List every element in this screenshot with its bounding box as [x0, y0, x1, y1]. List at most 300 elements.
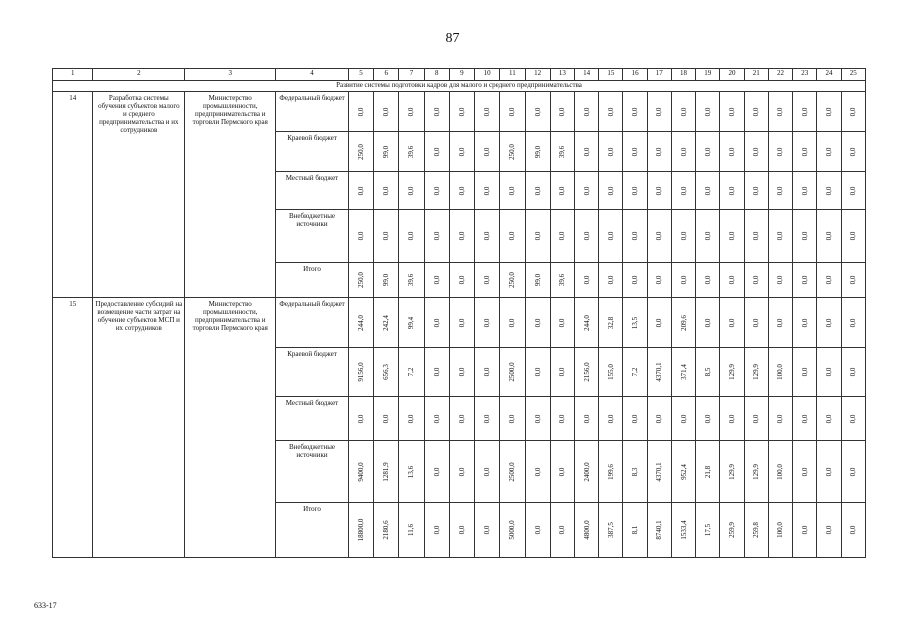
value-text: 250,0 — [356, 272, 365, 288]
value-text: 17,5 — [703, 523, 712, 537]
value-cell — [744, 172, 768, 210]
value-cell — [399, 263, 424, 298]
value-cell — [500, 397, 525, 441]
value-text: 0,0 — [558, 107, 567, 116]
value-text: 0,0 — [558, 414, 567, 423]
value-text: 0,0 — [800, 275, 809, 285]
value-text: 0,0 — [752, 414, 761, 423]
column-number: 24 — [817, 69, 841, 81]
value-text: 0,0 — [432, 525, 441, 535]
value-text: 5000,0 — [508, 520, 517, 540]
value-cell — [768, 441, 792, 503]
value-text: 0,0 — [606, 147, 615, 156]
value-text: 0,0 — [606, 414, 615, 423]
column-number: 12 — [525, 69, 550, 81]
value-text: 0,0 — [824, 318, 833, 327]
value-cell — [399, 503, 424, 558]
value-cell — [500, 503, 525, 558]
value-cell — [599, 210, 623, 263]
column-number: 22 — [768, 69, 792, 81]
document-code: 633-17 — [34, 601, 57, 610]
value-text: 0,0 — [407, 231, 416, 241]
value-cell — [817, 263, 841, 298]
value-cell — [475, 298, 500, 348]
value-cell — [744, 348, 768, 397]
value-cell — [768, 210, 792, 263]
value-text: 250,0 — [508, 143, 517, 160]
value-text: 8,5 — [703, 367, 712, 377]
value-cell — [348, 397, 373, 441]
value-text: 0,0 — [457, 231, 466, 241]
value-cell — [348, 348, 373, 397]
column-number: 3 — [185, 69, 276, 81]
value-text: 0,0 — [483, 525, 492, 535]
value-cell — [574, 263, 598, 298]
value-text: 0,0 — [483, 414, 492, 423]
row-number: 15 — [53, 298, 93, 558]
value-cell — [500, 210, 525, 263]
column-number: 14 — [574, 69, 598, 81]
value-text: 129,9 — [752, 364, 761, 380]
value-text: 0,0 — [849, 107, 858, 116]
value-text: 0,0 — [606, 275, 615, 285]
value-cell — [647, 263, 671, 298]
value-cell — [550, 92, 574, 132]
value-text: 0,0 — [432, 186, 441, 195]
value-cell — [720, 441, 744, 503]
value-cell — [348, 441, 373, 503]
value-text: 0,0 — [483, 231, 492, 241]
value-cell — [841, 172, 865, 210]
funding-source: Краевой бюджет — [276, 132, 349, 172]
value-text: 0,0 — [457, 318, 466, 327]
value-text: 0,0 — [800, 367, 809, 377]
value-cell — [374, 397, 399, 441]
value-cell — [599, 348, 623, 397]
value-cell — [599, 397, 623, 441]
value-text: 0,0 — [728, 414, 736, 423]
value-text: 0,0 — [824, 467, 833, 476]
value-text: 0,0 — [849, 318, 858, 327]
value-text: 0,0 — [606, 107, 615, 116]
value-cell — [525, 92, 550, 132]
value-cell — [525, 348, 550, 397]
value-text: 250,0 — [508, 272, 517, 288]
value-cell — [500, 441, 525, 503]
value-cell — [574, 172, 598, 210]
value-text: 0,0 — [432, 367, 441, 377]
value-cell — [647, 503, 671, 558]
value-cell — [424, 210, 449, 263]
column-number: 21 — [744, 69, 768, 81]
value-cell — [793, 397, 817, 441]
value-cell — [841, 263, 865, 298]
value-cell — [817, 210, 841, 263]
value-cell — [424, 348, 449, 397]
value-text: 9400,0 — [356, 461, 365, 482]
column-number: 18 — [671, 69, 695, 81]
value-text: 0,0 — [679, 275, 688, 285]
value-cell — [449, 298, 474, 348]
value-text: 0,0 — [679, 186, 688, 195]
value-text: 0,0 — [457, 275, 466, 285]
value-text: 0,0 — [483, 147, 492, 156]
value-cell — [449, 397, 474, 441]
value-cell — [500, 172, 525, 210]
budget-table — [52, 68, 866, 558]
value-cell — [374, 92, 399, 132]
value-text: 0,0 — [382, 414, 391, 423]
value-text: 244,0 — [582, 314, 591, 331]
value-text: 100,0 — [776, 364, 785, 380]
value-cell — [399, 397, 424, 441]
value-text: 952,4 — [679, 463, 688, 480]
value-cell — [599, 298, 623, 348]
value-cell — [449, 441, 474, 503]
value-cell — [374, 210, 399, 263]
value-cell — [744, 503, 768, 558]
value-cell — [696, 441, 720, 503]
activity-name: Разработка системы обучения субъектов малого и среднего предпринимательства и их сотрудников — [93, 92, 185, 298]
value-cell — [817, 441, 841, 503]
column-number: 5 — [348, 69, 373, 81]
value-text: 0,0 — [457, 367, 466, 377]
value-cell — [647, 441, 671, 503]
value-text: 387,5 — [606, 522, 615, 538]
value-cell — [671, 172, 695, 210]
column-number: 1 — [53, 69, 93, 81]
value-cell — [525, 210, 550, 263]
value-cell — [647, 92, 671, 132]
value-text: 209,6 — [679, 314, 688, 331]
value-text: 100,0 — [776, 463, 785, 480]
value-text: 0,0 — [655, 147, 664, 156]
value-cell — [817, 503, 841, 558]
value-cell — [550, 298, 574, 348]
value-cell — [424, 132, 449, 172]
value-cell — [720, 397, 744, 441]
value-cell — [475, 132, 500, 172]
value-text: 2400,0 — [582, 461, 591, 482]
value-text: 9156,0 — [356, 362, 365, 382]
value-cell — [647, 210, 671, 263]
value-cell — [574, 348, 598, 397]
value-cell — [550, 132, 574, 172]
value-text: 2500,0 — [508, 362, 517, 382]
value-text: 2156,0 — [582, 362, 591, 382]
value-text: 99,0 — [533, 145, 542, 158]
value-text: 0,0 — [533, 186, 542, 195]
value-cell — [623, 92, 647, 132]
value-cell — [623, 397, 647, 441]
value-cell — [720, 503, 744, 558]
value-cell — [500, 298, 525, 348]
value-cell — [399, 348, 424, 397]
value-cell — [574, 298, 598, 348]
value-cell — [744, 441, 768, 503]
value-text: 0,0 — [679, 147, 688, 156]
funding-source: Краевой бюджет — [276, 348, 349, 397]
value-cell — [574, 210, 598, 263]
value-cell — [671, 263, 695, 298]
value-cell — [671, 298, 695, 348]
value-text: 0,0 — [631, 275, 640, 285]
value-cell — [525, 172, 550, 210]
value-text: 0,0 — [558, 525, 567, 535]
value-text: 11,6 — [407, 524, 416, 536]
value-cell — [599, 172, 623, 210]
value-cell — [424, 298, 449, 348]
value-cell — [841, 348, 865, 397]
value-text: 155,0 — [606, 364, 615, 380]
value-cell — [599, 132, 623, 172]
value-text: 4370,1 — [655, 362, 664, 382]
value-text: 129,9 — [728, 364, 736, 380]
value-text: 0,0 — [776, 186, 785, 195]
value-cell — [817, 298, 841, 348]
value-text: 0,0 — [849, 275, 858, 285]
value-text: 0,0 — [752, 275, 761, 285]
section-title: Развитие системы подготовки кадров для малого и среднего предпринимательства — [53, 81, 866, 92]
value-text: 0,0 — [679, 231, 688, 241]
value-text: 0,0 — [728, 107, 736, 116]
value-text: 0,0 — [728, 147, 736, 156]
value-text: 0,0 — [703, 147, 712, 156]
value-cell — [841, 503, 865, 558]
value-text: 0,0 — [776, 231, 785, 241]
column-number: 6 — [374, 69, 399, 81]
value-cell — [817, 172, 841, 210]
value-text: 0,0 — [800, 147, 809, 156]
value-text: 0,0 — [533, 107, 542, 116]
column-number: 9 — [449, 69, 474, 81]
value-cell — [348, 503, 373, 558]
value-text: 0,0 — [800, 107, 809, 116]
value-text: 0,0 — [703, 231, 712, 241]
value-cell — [424, 397, 449, 441]
column-number: 13 — [550, 69, 574, 81]
value-cell — [793, 132, 817, 172]
value-text: 244,0 — [356, 314, 365, 331]
value-cell — [374, 172, 399, 210]
value-cell — [399, 172, 424, 210]
value-text: 199,6 — [606, 463, 615, 480]
value-cell — [623, 503, 647, 558]
value-cell — [500, 263, 525, 298]
value-text: 0,0 — [703, 318, 712, 327]
value-text: 0,0 — [432, 147, 441, 156]
value-text: 0,0 — [356, 231, 365, 241]
page-number: 87 — [445, 31, 460, 46]
value-cell — [696, 348, 720, 397]
value-text: 0,0 — [483, 186, 492, 195]
value-cell — [374, 441, 399, 503]
value-text: 1533,4 — [679, 520, 688, 540]
value-cell — [696, 263, 720, 298]
value-cell — [550, 210, 574, 263]
value-cell — [841, 397, 865, 441]
funding-source: Итого — [276, 503, 349, 558]
value-cell — [793, 441, 817, 503]
value-text: 99,0 — [382, 273, 391, 287]
value-cell — [623, 172, 647, 210]
value-cell — [841, 441, 865, 503]
value-text: 0,0 — [508, 318, 517, 327]
value-cell — [793, 503, 817, 558]
value-text: 0,0 — [558, 186, 567, 195]
value-text: 259,8 — [752, 522, 761, 538]
value-text: 0,0 — [407, 186, 416, 195]
value-text: 7,2 — [631, 367, 640, 377]
value-text: 371,4 — [679, 364, 688, 380]
value-cell — [599, 503, 623, 558]
value-text: 0,0 — [752, 147, 761, 156]
value-cell — [671, 348, 695, 397]
value-text: 8,1 — [631, 525, 640, 535]
value-text: 0,0 — [800, 231, 809, 241]
value-cell — [793, 172, 817, 210]
value-cell — [817, 348, 841, 397]
value-text: 0,0 — [728, 231, 736, 241]
value-cell — [399, 210, 424, 263]
value-cell — [744, 210, 768, 263]
value-text: 0,0 — [679, 107, 688, 116]
value-cell — [841, 298, 865, 348]
value-cell — [744, 397, 768, 441]
value-cell — [475, 210, 500, 263]
value-text: 0,0 — [483, 318, 492, 327]
column-number: 7 — [399, 69, 424, 81]
value-cell — [475, 92, 500, 132]
value-text: 0,0 — [558, 467, 567, 476]
value-text: 99,0 — [382, 145, 391, 158]
value-cell — [449, 92, 474, 132]
value-text: 0,0 — [728, 275, 736, 285]
column-number: 19 — [696, 69, 720, 81]
value-cell — [399, 132, 424, 172]
value-text: 13,6 — [407, 465, 416, 478]
value-cell — [449, 503, 474, 558]
value-cell — [768, 263, 792, 298]
value-cell — [671, 132, 695, 172]
value-text: 0,0 — [752, 318, 761, 327]
funding-source: Внебюджетные источники — [276, 210, 349, 263]
value-cell — [768, 348, 792, 397]
value-text: 0,0 — [382, 107, 391, 116]
column-number: 2 — [93, 69, 185, 81]
value-text: 0,0 — [606, 186, 615, 195]
value-text: 0,0 — [655, 186, 664, 195]
value-text: 0,0 — [533, 467, 542, 476]
value-cell — [449, 210, 474, 263]
value-text: 0,0 — [849, 525, 858, 535]
funding-source: Федеральный бюджет — [276, 298, 349, 348]
value-cell — [475, 397, 500, 441]
value-cell — [647, 298, 671, 348]
value-cell — [500, 132, 525, 172]
value-cell — [525, 132, 550, 172]
value-text: 0,0 — [582, 231, 591, 241]
value-cell — [817, 397, 841, 441]
value-text: 0,0 — [703, 186, 712, 195]
value-cell — [424, 92, 449, 132]
value-text: 0,0 — [432, 318, 441, 327]
value-cell — [696, 132, 720, 172]
value-text: 0,0 — [483, 467, 492, 476]
value-text: 0,0 — [655, 318, 664, 327]
column-number: 11 — [500, 69, 525, 81]
value-text: 0,0 — [631, 414, 640, 423]
value-text: 0,0 — [728, 186, 736, 195]
value-cell — [647, 397, 671, 441]
value-text: 0,0 — [407, 414, 416, 423]
executor-name: Министерство промышленности, предпринимательства и торговли Пермского края — [185, 92, 276, 298]
value-text: 0,0 — [776, 107, 785, 116]
value-cell — [793, 92, 817, 132]
funding-source: Внебюджетные источники — [276, 441, 349, 503]
value-text: 0,0 — [800, 414, 809, 423]
value-cell — [647, 348, 671, 397]
value-cell — [793, 298, 817, 348]
value-cell — [744, 132, 768, 172]
column-number: 4 — [276, 69, 349, 81]
value-text: 0,0 — [824, 414, 833, 423]
funding-source: Итого — [276, 263, 349, 298]
value-cell — [647, 172, 671, 210]
value-text: 0,0 — [824, 525, 833, 535]
value-cell — [720, 263, 744, 298]
value-text: 99,0 — [533, 273, 542, 287]
funding-source: Местный бюджет — [276, 172, 349, 210]
value-text: 0,0 — [849, 231, 858, 241]
value-cell — [671, 503, 695, 558]
value-cell — [671, 441, 695, 503]
value-cell — [574, 132, 598, 172]
funding-source: Местный бюджет — [276, 397, 349, 441]
value-text: 0,0 — [849, 186, 858, 195]
value-cell — [424, 263, 449, 298]
value-text: 0,0 — [824, 186, 833, 195]
column-number: 15 — [599, 69, 623, 81]
value-text: 2180,6 — [382, 520, 391, 540]
value-cell — [475, 503, 500, 558]
funding-source: Федеральный бюджет — [276, 92, 349, 132]
value-text: 0,0 — [800, 186, 809, 195]
value-text: 0,0 — [752, 107, 761, 116]
column-number: 17 — [647, 69, 671, 81]
value-text: 0,0 — [800, 318, 809, 327]
value-text: 39,6 — [407, 273, 416, 287]
value-text: 0,0 — [824, 231, 833, 241]
value-text: 0,0 — [703, 107, 712, 116]
value-cell — [720, 348, 744, 397]
value-cell — [348, 298, 373, 348]
value-cell — [525, 298, 550, 348]
value-cell — [449, 132, 474, 172]
budget-row — [53, 92, 866, 132]
value-cell — [817, 92, 841, 132]
value-text: 0,0 — [582, 414, 591, 423]
column-number: 23 — [793, 69, 817, 81]
value-text: 0,0 — [631, 231, 640, 241]
value-text: 0,0 — [824, 367, 833, 377]
value-text: 1281,9 — [382, 461, 391, 482]
value-cell — [696, 172, 720, 210]
value-text: 100,0 — [776, 522, 785, 538]
column-number: 20 — [720, 69, 744, 81]
value-text: 0,0 — [655, 107, 664, 116]
value-cell — [744, 298, 768, 348]
